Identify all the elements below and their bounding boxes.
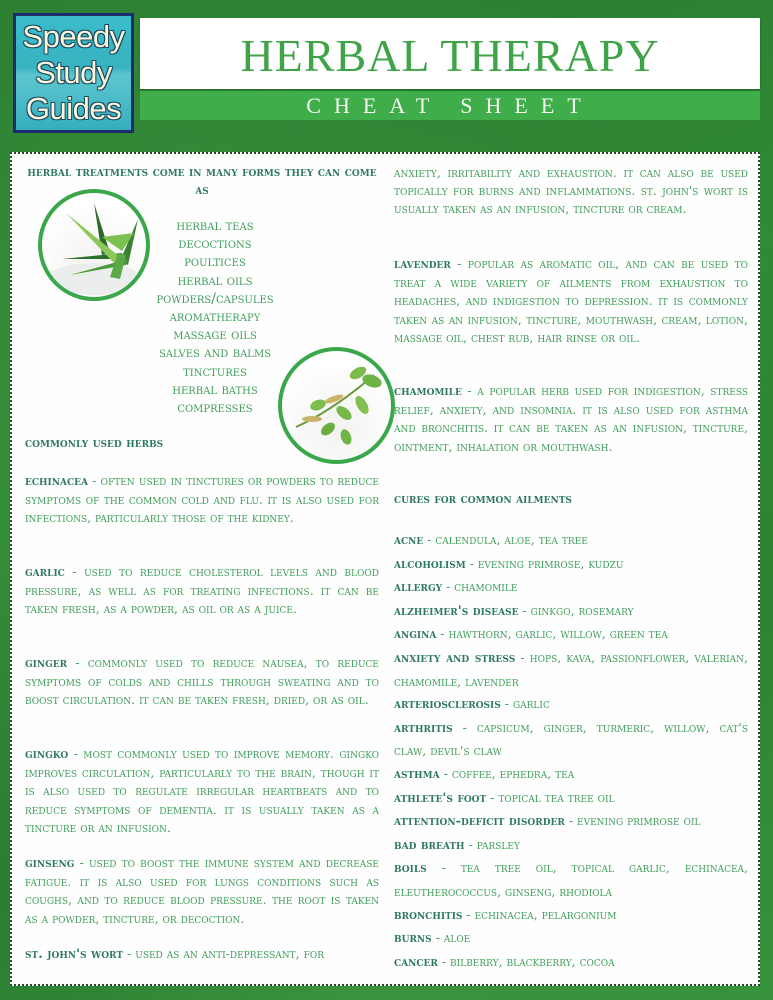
ailments-list <box>394 529 748 974</box>
herb-description: anxiety, irritability and exhaustion. it can also be used topically for burns and inflammations. st. john's wort is usually taken as an infusion, tincture or cream. <box>394 165 748 217</box>
content-panel <box>10 152 760 986</box>
list-item <box>394 787 748 811</box>
separator: - <box>461 383 478 398</box>
list-item <box>394 951 748 975</box>
separator: - <box>464 836 477 852</box>
list-item <box>394 647 748 693</box>
separator: - <box>439 765 452 781</box>
ailment-name: athlete's foot <box>394 790 487 806</box>
herb-entry-chamomile <box>394 382 748 456</box>
list-item <box>394 857 748 903</box>
speedy-study-guides-logo <box>13 13 134 133</box>
ailment-remedy: coffee, ephedra, tea <box>451 765 575 781</box>
ailment-name: angina <box>394 627 437 643</box>
herb-name: lavender <box>394 257 451 272</box>
ailment-remedy: capsicum, ginger, turmeric, willow, cat's claw, devil's claw <box>394 719 749 759</box>
herb-description: used as an anti-depressant, for <box>135 946 324 961</box>
list-item <box>394 576 748 600</box>
herb-name: ginger <box>25 656 68 671</box>
list-item <box>394 529 748 553</box>
page-subtitle: CHEAT SHEET <box>306 92 594 118</box>
herb-entry-ginger <box>25 654 379 710</box>
ailment-remedy: garlic <box>512 696 550 712</box>
separator: - <box>442 579 455 595</box>
herb-entry-st-johns-wort <box>25 945 379 964</box>
ailment-remedy: evening primrose oil <box>577 813 701 829</box>
list-item: compresses <box>177 400 253 417</box>
ailment-remedy: bilberry, blackberry, cocoa <box>450 953 615 969</box>
separator: - <box>450 256 468 271</box>
list-item <box>394 553 748 577</box>
separator: - <box>426 860 461 876</box>
ailment-name: acne <box>394 533 424 548</box>
herb-entry-lavender <box>394 255 748 347</box>
herb-entry-ginseng <box>25 854 379 928</box>
separator: - <box>500 696 513 712</box>
section-title-ailments: cures for common ailments <box>394 492 572 507</box>
herb-description: popular as aromatic oil, and can be used to treat a wide variety of ailments from exhaustion to headaches, and indigestion to depression. it is commonly taken as an infusion, tincture, mouthwash, cream, lotion, massage oil, chest rub, hair rinse or oil. <box>394 256 749 345</box>
list-item: tinctures <box>183 363 247 380</box>
logo-line: Speedy <box>22 19 125 54</box>
list-item: herbal teas <box>176 218 254 234</box>
herb-description: often used in tinctures or powders to reduce symptoms of the common cold and flu. it is also used for infections, particularly those of the kidney. <box>25 473 380 526</box>
list-item: salves and balms <box>158 345 272 362</box>
ailment-remedy: evening primrose, kudzu <box>477 555 624 571</box>
separator: - <box>486 789 499 805</box>
herb-description: used to reduce cholesterol levels and blood pressure, as well as for treating infections. it can be taken fresh, as a powder, as oil or as a juice. <box>25 564 379 617</box>
separator: - <box>68 746 84 761</box>
ailment-name: arteriosclerosis <box>394 697 501 713</box>
herb-description: commonly used to reduce nausea, to reduce symptoms of colds and chills through sweating and to boost circulation. it can be taken fresh, dried, or as oil. <box>25 655 379 708</box>
separator: - <box>462 906 475 922</box>
separator: - <box>452 719 477 735</box>
section-title-herbs: commonly used herbs <box>25 436 164 451</box>
list-item: decoctions <box>178 236 252 253</box>
separator: - <box>431 930 444 946</box>
ailment-remedy: hawthorn, garlic, willow, green tea <box>448 626 668 642</box>
separator: - <box>64 564 85 579</box>
separator: - <box>436 626 449 642</box>
separator: - <box>123 946 136 961</box>
ailment-remedy: ginkgo, rosemary <box>530 602 634 618</box>
herb-name: ginseng <box>25 856 75 871</box>
herb-entry-st-johns-wort-continued <box>394 164 748 219</box>
separator: - <box>465 555 478 571</box>
separator: - <box>67 655 88 670</box>
list-item <box>394 600 748 624</box>
page-title: HERBAL THERAPY <box>240 29 660 81</box>
ailment-remedy: topical tea tree oil <box>498 789 615 805</box>
list-item: herbal baths <box>172 381 258 398</box>
ailment-name: bad breath <box>394 837 465 853</box>
ailment-name: asthma <box>394 766 440 782</box>
list-item <box>394 927 748 951</box>
herb-description: a popular herb used for indigestion, stress relief, anxiety, and insomnia. it is also used for asthma and bronchitis. it can be taken as an infusion, tincture, ointment, inhalation or mouthwash. <box>394 383 748 454</box>
separator: - <box>515 649 530 665</box>
title-banner <box>140 18 760 89</box>
basil-sprig-image <box>278 347 395 464</box>
ailment-name: bronchitis <box>394 907 463 923</box>
herb-entry-echinacea <box>25 472 379 528</box>
ailment-remedy: chamomile <box>454 579 518 595</box>
right-column <box>394 154 748 984</box>
list-item: aromatherapy <box>169 309 261 326</box>
herb-entry-gingko <box>25 745 379 837</box>
list-item <box>394 834 748 858</box>
ailment-remedy: calendula, aloe, tea tree <box>435 532 588 547</box>
ailment-remedy: aloe <box>443 930 471 946</box>
ailment-name: alzheimer's disease <box>394 603 519 619</box>
list-item: poultices <box>184 254 246 271</box>
intro-heading: herbal treatments come in many forms they can come as <box>27 165 377 198</box>
herb-name: st. john's wort <box>25 947 124 962</box>
herb-description: most commonly used to improve memory. gingko improves circulation, particularly to the brain, though it is also used to regulate irregular heartbeats and to reduce symptoms of dementia. it is usually taken as a tincture or an infusion. <box>25 746 379 835</box>
separator: - <box>423 532 436 547</box>
ailment-name: burns <box>394 931 432 947</box>
list-item <box>394 693 748 717</box>
ailment-name: boils <box>394 861 427 877</box>
ailment-name: attention-deficit disorder <box>394 814 565 830</box>
list-item <box>394 763 748 787</box>
herb-name: echinacea <box>25 474 88 489</box>
list-item: powders/capsules <box>156 290 274 307</box>
list-item <box>394 623 748 647</box>
herb-name: chamomile <box>394 384 462 399</box>
herb-name: garlic <box>25 565 65 580</box>
ailment-name: arthritis <box>394 720 453 736</box>
left-column <box>25 154 379 984</box>
separator: - <box>74 855 89 870</box>
separator: - <box>87 473 101 488</box>
logo-line: Study <box>35 55 112 90</box>
ailment-name: anxiety and stress <box>394 650 516 666</box>
logo-line: Guides <box>25 91 122 126</box>
herb-description: used to boost the immune system and decrease fatigue. it is also used for lungs conditions such as coughs, and to reduce blood pressure. the root is taken as a powder, tincture, or decoction. <box>25 855 380 926</box>
subtitle-bar <box>140 91 760 120</box>
ailment-name: alcoholism <box>394 556 466 572</box>
list-item <box>394 904 748 928</box>
ailment-remedy: parsley <box>476 836 520 852</box>
list-item: massage oils <box>173 327 257 344</box>
ailment-remedy: echinacea, pelargonium <box>474 906 617 922</box>
herb-entry-garlic <box>25 563 379 619</box>
separator: - <box>437 953 451 969</box>
list-item <box>394 717 748 763</box>
separator: - <box>564 813 578 829</box>
list-item: herbal oils <box>177 272 253 289</box>
separator: - <box>518 602 531 618</box>
ailment-remedy: hops, kava, passionflower, valerian, chamomile, lavender <box>394 649 748 689</box>
ailment-remedy: tea tree oil, topical garlic, echinacea, eleutherococcus, ginseng, rhodiola <box>394 860 748 899</box>
herbal-forms-list <box>125 217 305 417</box>
herb-name: gingko <box>25 747 69 762</box>
ailment-name: allergy <box>394 580 443 596</box>
basil-leaves-icon <box>282 351 391 460</box>
ailment-name: cancer <box>394 954 438 970</box>
list-item <box>394 810 748 834</box>
